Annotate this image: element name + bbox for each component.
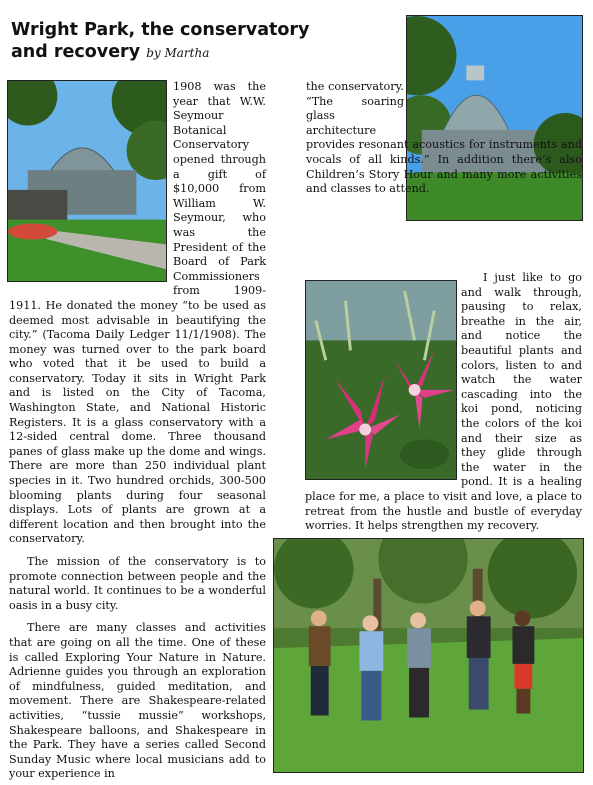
person-4	[467, 600, 491, 709]
lily-spacer	[305, 271, 457, 474]
paragraph-3: There are many classes and activities that are going on all the time. One of these is called Exploring Your Nature in Nature. Adrienne guides you through an exploration of mindfulness, guided meditation, and movement. There are Shakespeare-related activities, “tussie mussie” workshops, Shakespeare balloons, and Shakespeare in the Park. They have a series called Second Sunday Music where local musicians add to your experience in	[9, 621, 266, 781]
conservatory-photo-1	[7, 80, 167, 282]
group-photo	[273, 538, 584, 773]
left-column	[9, 80, 266, 782]
paragraph-5: I just like to go and walk through, pausing to relax, breathe in the air, and notice the beautiful plants and colors, listen to and watch the water cascading into the koi pond, noticing the colors of the koi and their size as they glide through the water in the pond. It is a healing place for me, a place to visit and love, a place to retreat from the hustle and bustle of everyday worries. It helps strengthen my recovery.	[305, 271, 582, 533]
paragraph-1: 1908 was the year that W.W. Seymour Botanical Conservatory opened through a gift of $10,000 from William W. Seymour, who was the President of the Board of Park Commissioners from 1909-1911. He donated the money “to be used as deemed most advisable in beautifying the city.” (Tacoma Daily Ledger 11/1/1908). The money was turned over to the park board who voted that it be used to build a conservatory. Today it sits in Wright Park and is listed on the City of Tacoma, Washington State, and National Historic Registers. It is a glass conservatory with a 12-sided central dome. Three thousand panes of glass make up the dome and wings. There are more than 250 individual plant species in it. Two hundred orchids, 300-500 blooming plants during four seasonal displays. Lots of plants are grown at a different location and then brought into the conservatory.	[9, 80, 266, 546]
conservatory-photo-1-image	[8, 81, 166, 281]
paragraph-4: the conservatory. “The soaring glass architecture provides resonant acoustics for instruments and vocals of all kinds.” In addition there’s also Children’s Story Hour and many more activities and classes to attend.	[306, 80, 582, 196]
group-photo-image	[274, 539, 583, 772]
byline: by Martha	[146, 46, 210, 60]
paragraph-2: The mission of the conservatory is to promote connection between people and the natural world. It continues to be a wonderful oasis in a busy city.	[9, 555, 266, 612]
photo-2-spacer	[408, 10, 584, 135]
right-column-top	[306, 80, 582, 197]
right-column-middle	[305, 271, 582, 534]
title-text: Wright Park, the conservatory and recovery	[11, 20, 310, 62]
article-title	[11, 19, 311, 64]
